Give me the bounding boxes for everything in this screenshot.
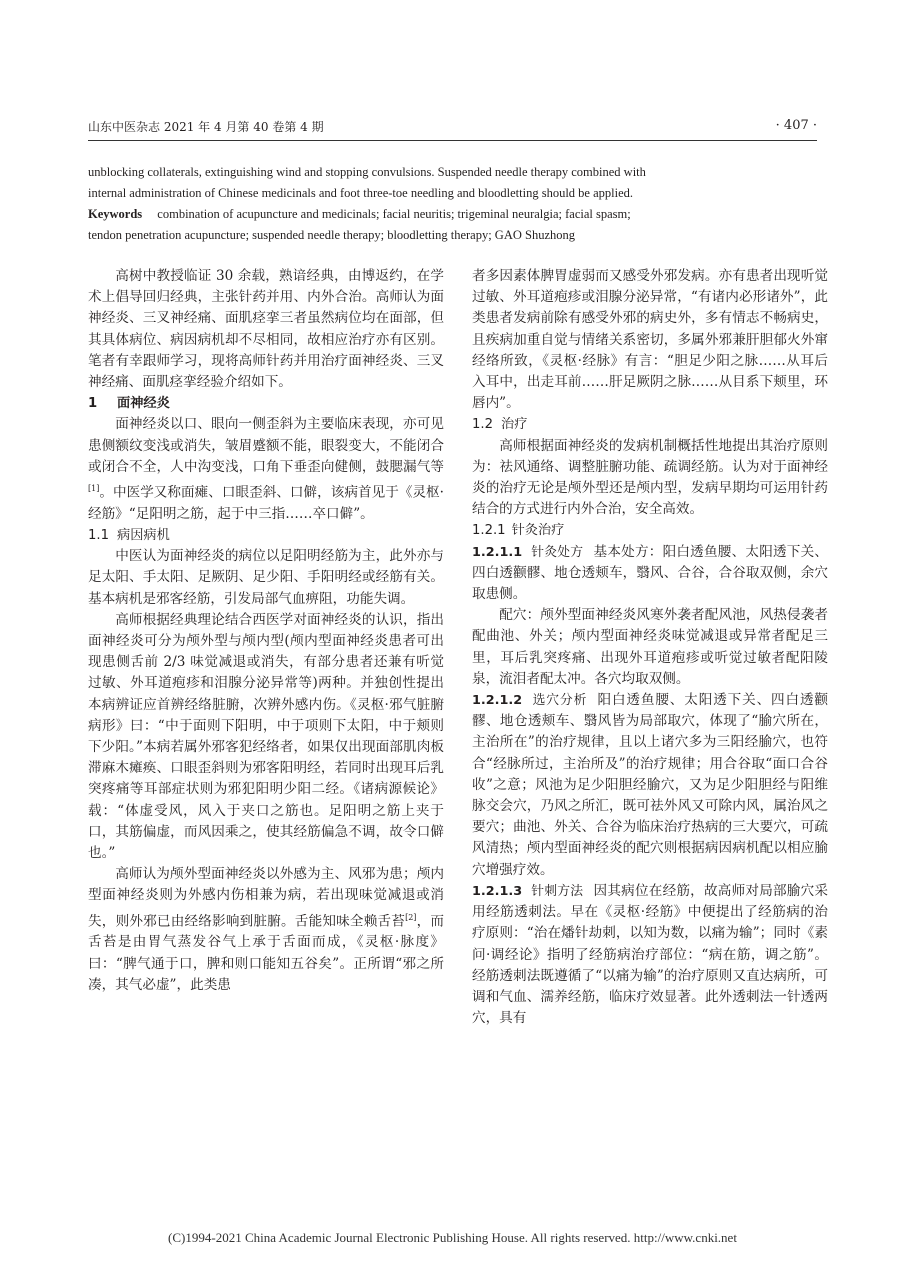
section-number: 1.1 — [88, 527, 109, 543]
intro-paragraph: 高树中教授临证 30 余载，熟谙经典，由博返约，在学术上倡导回归经典，主张针药并用、内外合治。高师认为面神经炎、三叉神经痛、面肌痉挛三者虽然病位均在面部，但其具体病位、病因病机却不尽相同，故相应治疗亦有区别。笔者有幸跟师学习，现将高师针药并用治疗面神经炎、三叉神经痛、面肌痉挛经验介绍如下。 — [88, 268, 444, 391]
subsection-number: 1.2.1.1 — [472, 544, 523, 560]
paragraph-definition — [88, 414, 444, 525]
section-title: 病因病机 — [117, 527, 170, 543]
paragraph-text: 因其病位在经筋，故高师对局部腧穴采用经筋透刺法。早在《灵枢·经筋》中便提出了经筋病的治疗原则：“治在燔针劫刺，以知为数，以痛为输”；同时《素问·调经论》指明了经筋病治疗部位：“病在筋，调之筋”。经筋透刺法既遵循了“以痛为输”的治疗原则又直达病所，可调和气血、濡养经筋，临床疗效显著。此外透刺法一针透两穴，具有 — [472, 882, 829, 1027]
section-heading-1-1 — [88, 525, 444, 546]
page-number: · 407 · — [775, 118, 817, 133]
subsection-title: 针灸处方 — [531, 544, 584, 560]
citation: [1] — [88, 484, 100, 494]
section-heading-1 — [88, 393, 444, 414]
section-heading-1-2-1 — [472, 520, 828, 541]
running-header — [88, 118, 817, 140]
paragraph-pathogenesis — [88, 864, 444, 996]
journal-info: 山东中医杂志 2021 年 4 月第 40 卷第 4 期 — [88, 120, 324, 134]
subsection-title: 选穴分析 — [532, 693, 588, 709]
paragraph-text: 阳白透鱼腰、太阳透下关、四白透颧髎、地仓透颊车、翳风皆为局部取穴，体现了“腧穴所在，主治所在”的治疗规律，且以上诸穴多为三阳经腧穴，也符合“经脉所过，主治所及”的治疗规律；用合谷取“面口合谷收”之意；风池为足少阳胆经腧穴，又为足少阳胆经与阳维脉交会穴，乃风之所汇，既可祛外风又可除内风，属治风之要穴；曲池、外关、合谷为临床治疗热病的三大要穴，可疏风清热；颅内型面神经炎的配穴则根据病因病机配以相应腧穴增强疗效。 — [472, 692, 829, 878]
keywords-line-1 — [88, 204, 820, 225]
paragraph-text: 基本处方：阳白透鱼腰、太阳透下关、四白透颧髎、地仓透颊车，翳风、合谷，合谷取双侧，余穴取患侧。 — [472, 543, 829, 603]
paragraph-prescription — [472, 542, 828, 606]
section-number: 1.2 — [472, 417, 493, 433]
paragraph-text: ，而舌苔是由胃气蒸发谷气上承于舌面而成，《灵枢·脉度》曰：“脾气通于口，脾和则口能知五谷矣”。正所谓“邪之所凑，其气必虚”，此类患 — [88, 913, 445, 993]
paragraph-supplementary-points: 配穴：颅外型面神经炎风寒外袭者配风池，风热侵袭者配曲池、外关；颅内型面神经炎味觉减退或异常者配足三里，耳后乳突疼痛、出现外耳道疱疹或听觉过敏者配阳陵泉，流泪者配太冲。各穴均取双侧。 — [472, 607, 828, 687]
left-column — [88, 266, 444, 996]
copyright-footer: (C)1994-2021 China Academic Journal Electronic Publishing House. All rights reserved. http://www.cnki.net — [168, 1230, 737, 1245]
section-title: 面神经炎 — [117, 396, 170, 412]
paragraph-treatment-principle: 高师根据面神经炎的发病机制概括性地提出其治疗原则为：祛风通络、调整脏腑功能、疏调经筋。认为对于面神经炎的治疗无论是颅外型还是颅内型，发病早期均可运用针药结合的方式进行内外合治，安全高效。 — [472, 437, 828, 518]
paragraph-text: 高师认为颅外型面神经炎以外感为主、风邪为患；颅内型面神经炎则为外感内伤相兼为病，若出现味觉减退或消失，则外邪已由经络影响到脏腑。舌能知味全赖舌苔 — [88, 866, 444, 930]
paragraph-point-analysis — [472, 690, 828, 881]
subsection-number: 1.2.1.2 — [472, 693, 523, 709]
keywords-line-2: tendon penetration acupuncture; suspended needle therapy; bloodletting therapy; GAO Shuzhong — [88, 228, 576, 242]
section-title: 针灸治疗 — [511, 523, 565, 539]
subsection-number: 1.2.1.3 — [472, 883, 523, 899]
paragraph-text: 面神经炎以口、眼向一侧歪斜为主要临床表现，亦可见患侧额纹变浅或消失，皱眉蹙额不能，眼裂变大，不能闭合或闭合不全，人中沟变浅，口角下垂歪向健侧，鼓腮漏气等 — [88, 416, 444, 475]
abstract-line-2: internal administration of Chinese medicinals and foot three-toe needling and bloodletting should be applied. — [88, 186, 634, 200]
paragraph-text: 。中医学又称面瘫、口眼歪斜、口僻，该病首见于《灵枢·经筋》“足阳明之筋，起于中三指……卒口僻”。 — [88, 484, 444, 522]
paragraph-classification: 高师根据经典理论结合西医学对面神经炎的认识，指出面神经炎可分为颅外型与颅内型(颅内型面神经炎患者可出现患侧舌前 2/3 味觉减退或消失，有部分患者还兼有听觉过敏、外耳道疱疹和泪腺分泌异常等)两种。并独创性提出本病辨证应首辨经络脏腑，次辨外感内伤。《灵枢·邪气脏腑病形》曰：“中于面则下阳明，中于项则下太阳，中于颊则下少阳。”本病若属外邪客犯经络者，如果仅出现面部肌肉板滞麻木瘫痪、口眼歪斜则为邪客阳明经，若同时出现耳后乳突疼痛等耳部症状则为邪犯阳明少阳二经。《诸病源候论》载：“体虚受风，风入于夹口之筋也。足阳明之筋上夹于口，其筋偏虚，而风因乘之，使其经筋偏急不调，故令口僻也。” — [88, 611, 444, 862]
subsection-title: 针刺方法 — [531, 883, 584, 899]
section-heading-1-2 — [472, 414, 828, 435]
keywords-text-1: combination of acupuncture and medicinals; facial neuritis; trigeminal neuralgia; facial spasm; — [157, 207, 631, 221]
citation: [2] — [405, 912, 417, 922]
abstract-line-1: unblocking collaterals, extinguishing wind and stopping convulsions. Suspended needle therapy combined with — [88, 165, 646, 179]
paragraph-etiology: 中医认为面神经炎的病位以足阳明经筋为主，此外亦与足太阳、手太阳、足厥阴、足少阳、手阳明经或经筋有关。基本病机是邪客经筋，引发局部气血痹阻，功能失调。 — [88, 548, 444, 607]
keywords-label: Keywords — [88, 207, 143, 221]
section-number: 1 — [88, 396, 98, 412]
abstract-block — [88, 162, 820, 246]
section-number: 1.2.1 — [472, 523, 506, 539]
section-title: 治疗 — [501, 417, 528, 433]
paragraph-continued: 者多因素体脾胃虚弱而又感受外邪发病。亦有患者出现听觉过敏、外耳道疱疹或泪腺分泌异常，“有诸内必形诸外”，此类患者发病前除有感受外邪的病史外，多有情志不畅病史，且疾病加重自觉与情绪关系密切，多属外邪兼肝胆郁火外窜经络所致，《灵枢·经脉》有言：“胆足少阳之脉……从耳后入耳中，出走耳前……肝足厥阴之脉……从目系下颊里，环唇内”。 — [472, 268, 828, 412]
paragraph-needling-method — [472, 881, 828, 1029]
right-column — [472, 266, 828, 1029]
header-rule — [88, 140, 817, 141]
